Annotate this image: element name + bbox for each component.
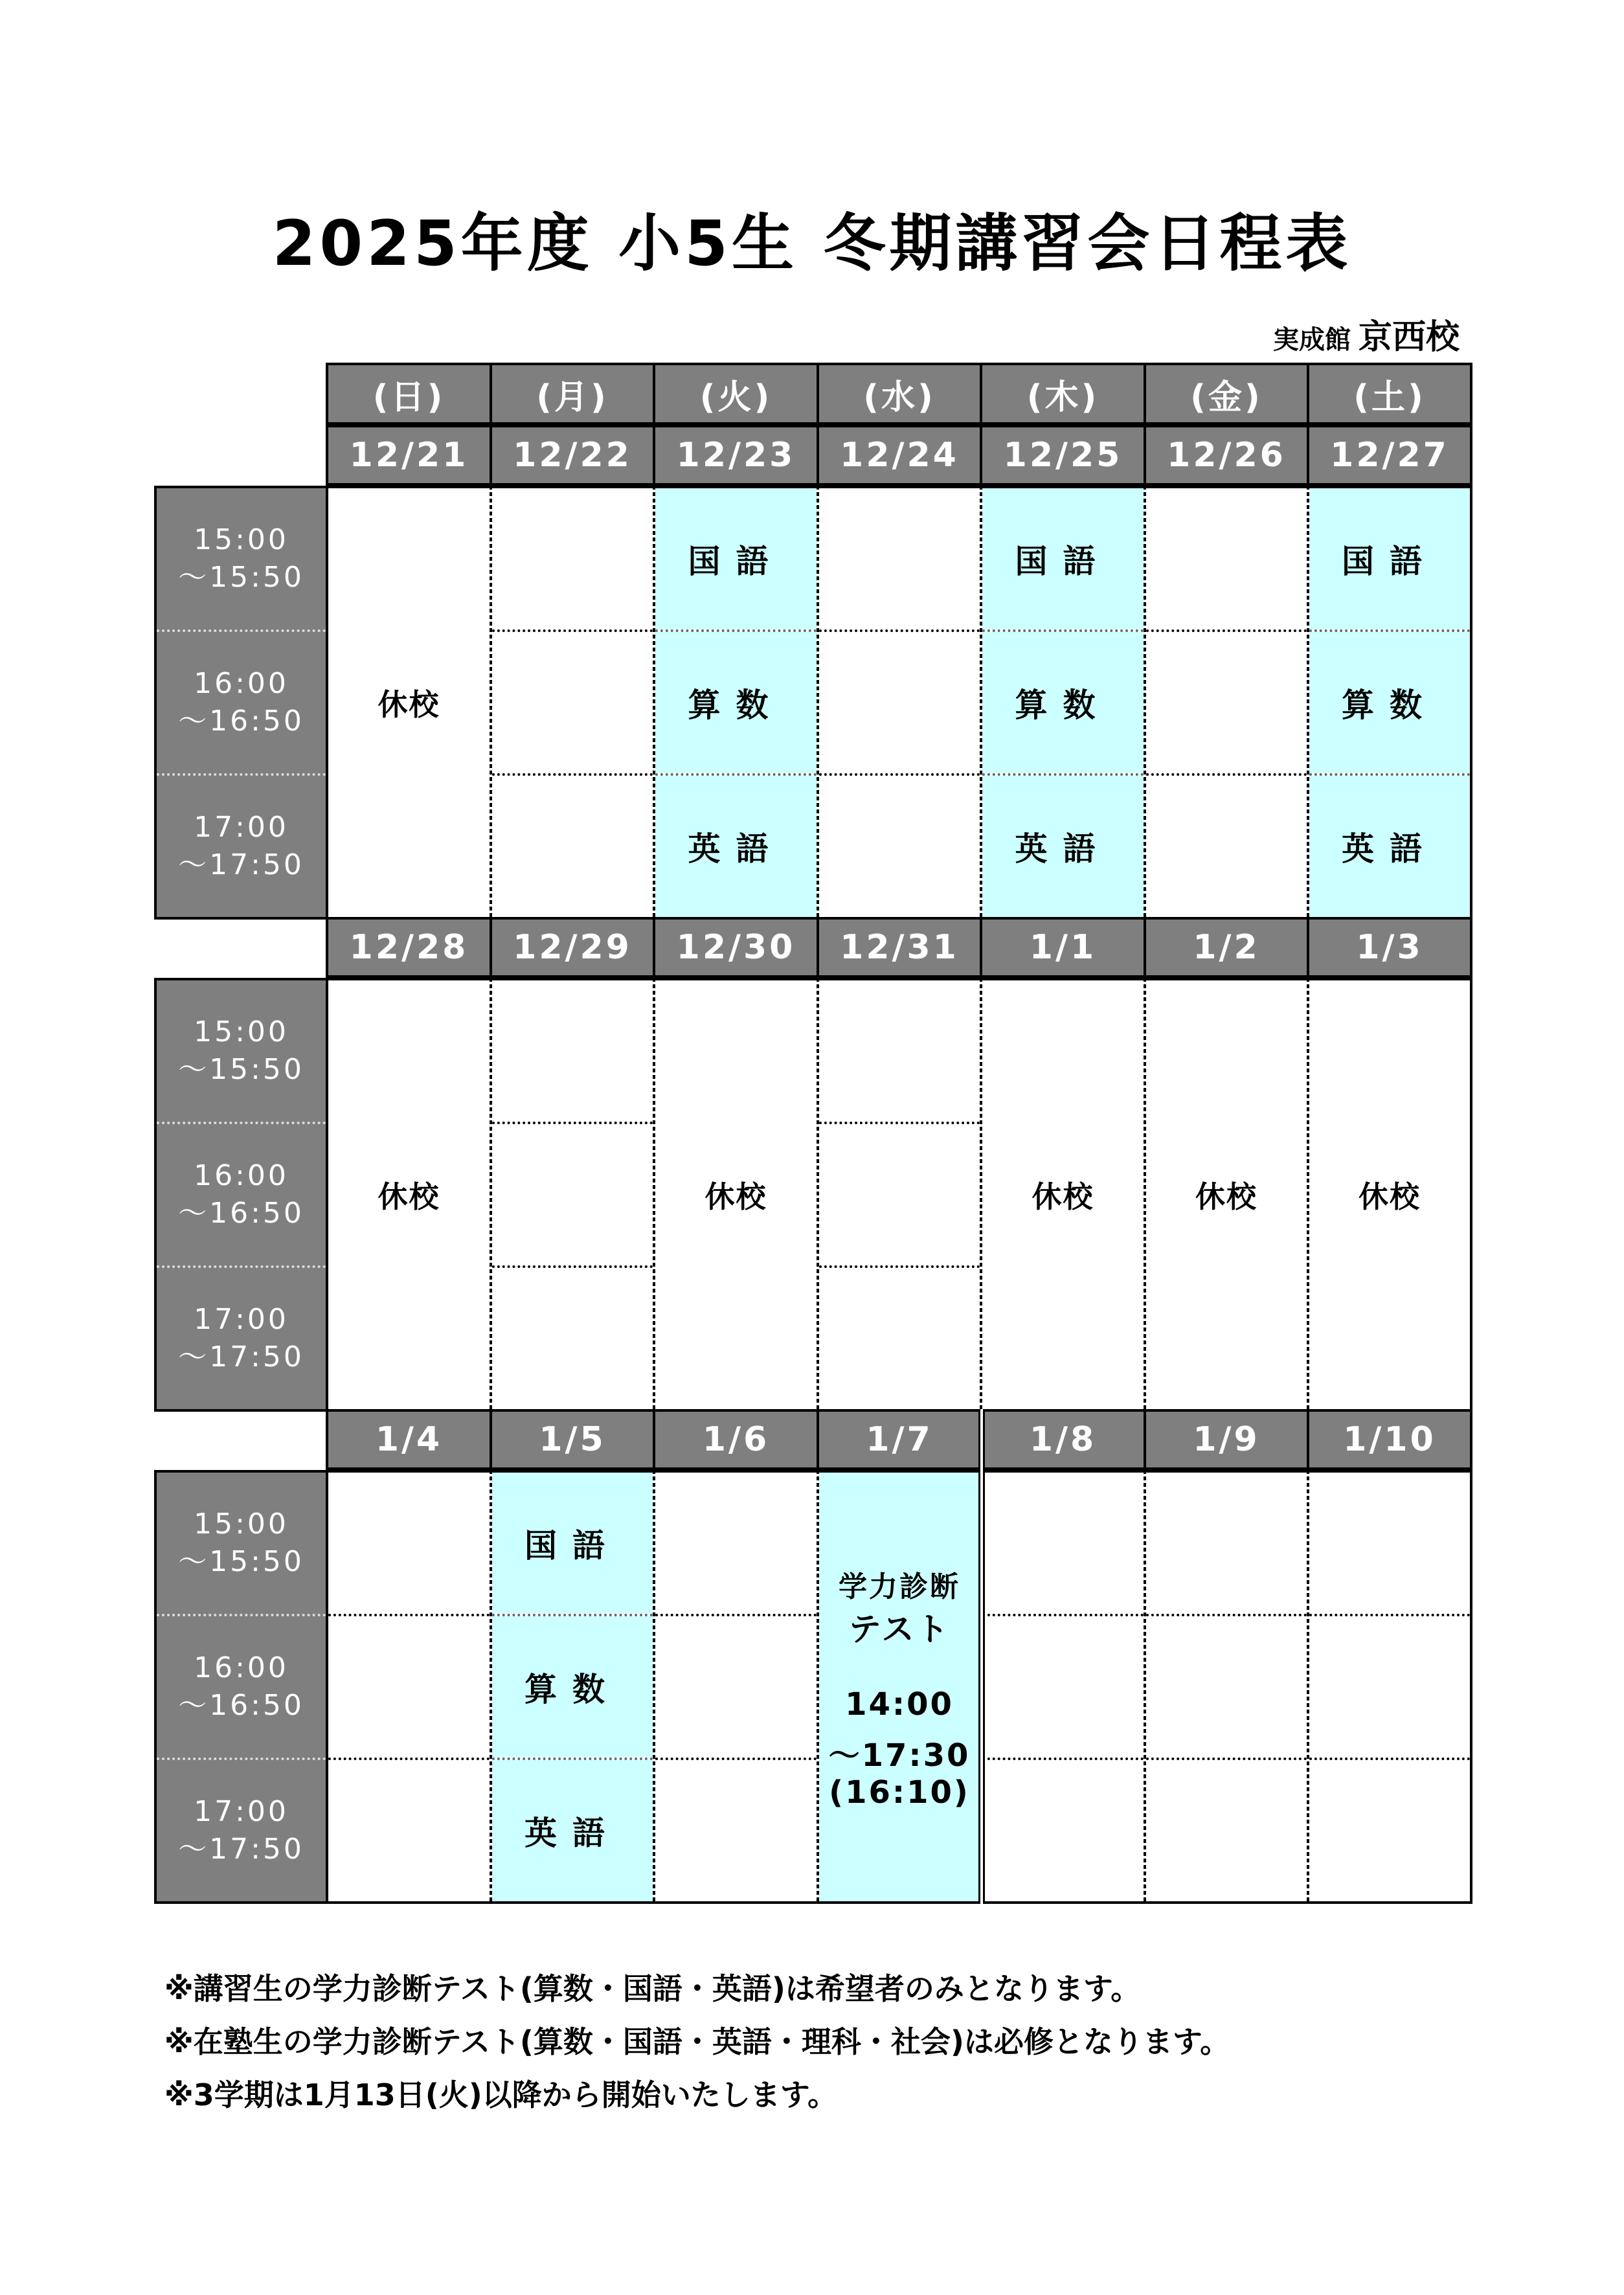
column-divider <box>1307 1470 1309 1904</box>
column-divider <box>1144 978 1146 1412</box>
row-divider <box>1146 1614 1307 1616</box>
week-split-divider <box>978 1409 985 1904</box>
time-divider <box>157 1758 326 1760</box>
lesson-cell: 算数 <box>1309 632 1470 773</box>
row-divider <box>655 1758 817 1760</box>
time-divider <box>157 629 326 632</box>
date-header: 12/22 <box>490 425 655 486</box>
test-time-note: (16:10) <box>829 1774 970 1811</box>
closed-cell: 休校 <box>1032 1179 1094 1214</box>
column-divider <box>980 978 982 1412</box>
closed-cell: 休校 <box>705 1179 767 1214</box>
closed-cell: 休校 <box>378 1179 440 1214</box>
row-divider <box>819 773 980 776</box>
time-end: ～15:50 <box>178 1545 304 1578</box>
row-divider <box>655 773 817 776</box>
row-divider <box>492 773 653 776</box>
date-header: 12/28 <box>326 917 492 978</box>
time-slot <box>157 1760 326 1901</box>
closed-cell: 休校 <box>1195 1179 1257 1214</box>
lesson-cell: 国語 <box>655 488 817 629</box>
time-start: 15:00 <box>194 523 289 556</box>
column-divider <box>653 486 655 920</box>
time-start: 15:00 <box>194 1015 289 1048</box>
time-slot <box>157 980 326 1122</box>
time-slot <box>157 776 326 917</box>
row-divider <box>655 1614 817 1616</box>
time-end: ～17:50 <box>178 848 304 881</box>
time-divider <box>157 773 326 776</box>
time-end: ～17:50 <box>178 1833 304 1866</box>
time-start: 16:00 <box>194 1159 289 1192</box>
time-start: 15:00 <box>194 1508 289 1541</box>
column-divider <box>1144 486 1146 920</box>
day-header: (土) <box>1307 363 1472 425</box>
test-subtitle: テスト <box>848 1611 951 1648</box>
time-start: 17:00 <box>194 1303 289 1336</box>
date-header: 12/26 <box>1144 425 1309 486</box>
column-divider <box>490 486 492 920</box>
row-divider <box>492 1122 653 1124</box>
row-divider <box>1309 773 1470 776</box>
column-divider <box>490 1470 492 1904</box>
time-start: 17:00 <box>194 811 289 844</box>
time-divider <box>157 1122 326 1124</box>
row-divider <box>1146 629 1307 632</box>
page-title: 2025年度 小5生 冬期講習会日程表 <box>272 207 1352 280</box>
closed-cell: 休校 <box>1359 1179 1421 1214</box>
column-divider <box>1307 486 1309 920</box>
lesson-cell: 英語 <box>1309 776 1470 917</box>
date-header: 12/21 <box>326 425 492 486</box>
time-end: ～17:50 <box>178 1340 304 1374</box>
test-time-end: ～17:30 <box>828 1737 971 1774</box>
date-header: 1/4 <box>326 1409 492 1470</box>
date-header: 1/1 <box>980 917 1146 978</box>
row-divider <box>1309 629 1470 632</box>
row-divider <box>982 629 1144 632</box>
date-header: 12/29 <box>490 917 655 978</box>
date-header: 12/24 <box>817 425 982 486</box>
column-divider <box>1144 1470 1146 1904</box>
row-divider <box>1146 773 1307 776</box>
day-header: (水) <box>817 363 982 425</box>
time-slot <box>157 1268 326 1409</box>
date-header: 1/6 <box>653 1409 819 1470</box>
row-divider <box>982 773 1144 776</box>
day-header: (金) <box>1144 363 1309 425</box>
column-divider <box>817 1470 819 1904</box>
date-header: 12/30 <box>653 917 819 978</box>
test-title: 学力診断 <box>839 1570 960 1603</box>
lesson-cell: 算数 <box>655 632 817 773</box>
row-divider <box>328 1614 490 1616</box>
row-divider <box>819 629 980 632</box>
lesson-cell: 国語 <box>982 488 1144 629</box>
week-body-frame <box>326 486 1472 920</box>
row-divider <box>655 629 817 632</box>
date-header: 1/5 <box>490 1409 655 1470</box>
time-end: ～16:50 <box>178 1689 304 1722</box>
closed-cell: 休校 <box>378 687 440 722</box>
school-name <box>1273 310 1460 358</box>
lesson-cell: 国語 <box>1309 488 1470 629</box>
column-divider <box>490 978 492 1412</box>
date-header: 1/8 <box>980 1409 1146 1470</box>
date-header: 1/3 <box>1307 917 1472 978</box>
date-header: 1/2 <box>1144 917 1309 978</box>
day-header: (木) <box>980 363 1146 425</box>
time-start: 17:00 <box>194 1795 289 1828</box>
time-slot <box>157 488 326 629</box>
test-cell <box>819 1473 980 1901</box>
lesson-cell: 算数 <box>982 632 1144 773</box>
date-header: 12/27 <box>1307 425 1472 486</box>
column-divider <box>817 978 819 1412</box>
column-divider <box>1307 978 1309 1412</box>
row-divider <box>819 1122 980 1124</box>
date-header: 12/31 <box>817 917 982 978</box>
row-divider <box>492 1614 653 1616</box>
day-header: (月) <box>490 363 655 425</box>
day-header: (日) <box>326 363 492 425</box>
note-line: ※在塾生の学力診断テスト(算数・国語・英語・理科・社会)は必修となります。 <box>164 2024 1230 2059</box>
time-end: ～16:50 <box>178 1197 304 1230</box>
column-divider <box>653 1470 655 1904</box>
time-divider <box>157 1614 326 1616</box>
time-slot <box>157 1124 326 1265</box>
column-divider <box>653 978 655 1412</box>
time-divider <box>157 1265 326 1268</box>
row-divider <box>492 1758 653 1760</box>
lesson-cell: 国語 <box>492 1473 653 1614</box>
time-slot <box>157 1616 326 1758</box>
date-header: 12/23 <box>653 425 819 486</box>
row-divider <box>1309 1758 1470 1760</box>
date-header: 12/25 <box>980 425 1146 486</box>
school-branch: 京西校 <box>1358 318 1460 357</box>
row-divider <box>492 629 653 632</box>
date-header: 1/9 <box>1144 1409 1309 1470</box>
note-line: ※3学期は1月13日(火)以降から開始いたします。 <box>164 2077 838 2112</box>
row-divider <box>1146 1758 1307 1760</box>
date-header: 1/10 <box>1307 1409 1472 1470</box>
time-start: 16:00 <box>194 1651 289 1684</box>
time-end: ～15:50 <box>178 1053 304 1086</box>
notes <box>164 1962 1230 2121</box>
time-end: ～16:50 <box>178 705 304 738</box>
date-header: 1/7 <box>817 1409 982 1470</box>
time-slot <box>157 1473 326 1614</box>
test-time-start: 14:00 <box>845 1686 954 1723</box>
row-divider <box>1309 1614 1470 1616</box>
note-line: ※講習生の学力診断テスト(算数・国語・英語)は希望者のみとなります。 <box>164 1971 1141 2006</box>
column-divider <box>817 486 819 920</box>
column-divider <box>980 486 982 920</box>
lesson-cell: 算数 <box>492 1616 653 1758</box>
time-end: ～15:50 <box>178 561 304 594</box>
lesson-cell: 英語 <box>982 776 1144 917</box>
lesson-cell: 英語 <box>492 1760 653 1901</box>
row-divider <box>982 1758 1144 1760</box>
row-divider <box>819 1265 980 1268</box>
row-divider <box>982 1614 1144 1616</box>
school-label: 実成館 <box>1272 325 1351 355</box>
row-divider <box>328 1758 490 1760</box>
lesson-cell: 英語 <box>655 776 817 917</box>
day-header: (火) <box>653 363 819 425</box>
row-divider <box>492 1265 653 1268</box>
time-start: 16:00 <box>194 667 289 700</box>
time-slot <box>157 632 326 773</box>
